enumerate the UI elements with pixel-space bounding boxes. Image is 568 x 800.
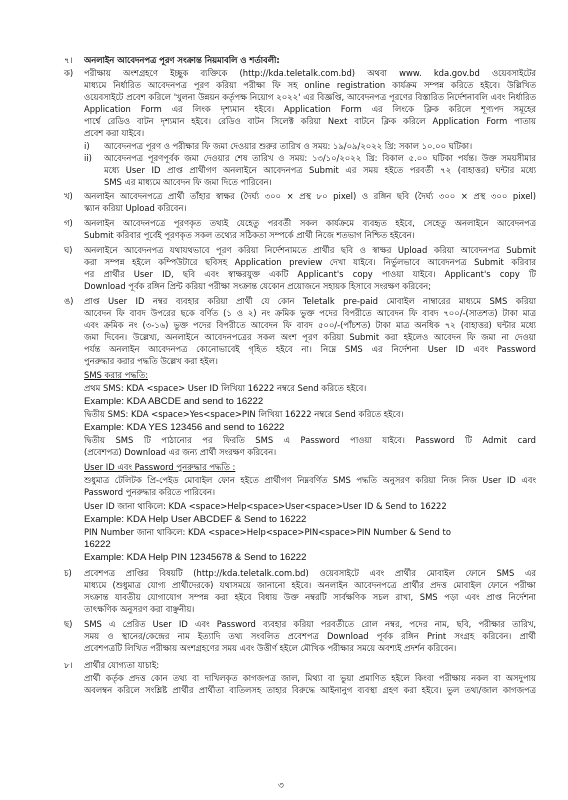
item-label-gha: ঘ): [64, 245, 73, 255]
sms-first-example: Example: KDA ABCDE and send to 16222: [84, 396, 264, 407]
item-gha-line: করা সম্পন্ন হইলে কম্পিউটারে ছবিসহ Application preview দেখা যাইবে। নির্ভুলভাবে আবেদনপত্র Submit করিবার: [84, 257, 536, 267]
recovery-userid-instruction: User ID জানা থাকিলে: KDA <space>Help<space>User<space>User ID & Send to 16222: [84, 501, 447, 511]
sms-first-instruction: প্রথম SMS: KDA <space> User ID লিখিয়া 16222 নম্বরে Send করিতে হইবে।: [84, 383, 367, 393]
item-uma-line: এবং ক্রমিক নং (৩-১৬) ভুক্ত পদের বিপরীতে আবেদন ফি বাবদ ৫০০/-(পাঁচশত) টাকা মাত্র অনধিক ৭২ (বাহাত্তর) ঘন্টার মধ্যে: [84, 320, 536, 330]
item-ga-line: অনলাইন আবেদনপত্রে পূরণকৃত তথ্যই যেহেতু পরবর্তী সকল কার্যক্রমে ব্যবহৃত হইবে, সেহেতু অনলাইনে আবেদনপত্র: [84, 218, 536, 228]
item-label-ga: গ): [64, 218, 73, 228]
item-ca-line: তাৎক্ষণিক অনুসরণ করা বাঞ্ছনীয়।: [84, 604, 195, 614]
item-ga-line: Submit করিবার পূর্বেই পূরণকৃত সকল তথ্যের সঠিকতা সম্পর্কে প্রার্থী নিজে শতভাগ নিশ্চিত হইবেন।: [84, 230, 415, 240]
subitem-label-ii: ii): [84, 153, 92, 163]
sms-password-note: (প্রবেশপত্র) Download এর জন্য প্রার্থী সংরক্ষণ করিবেন।: [84, 447, 277, 457]
item-label-uma: ঙ): [64, 296, 74, 306]
subitem-i-text: আবেদনপত্র পূরণ ও পরীক্ষার ফি জমা দেওয়ার শুরুর তারিখ ও সময়: ১৯/০৯/২০২২ খ্রি: সকাল ১০.০০ ঘটিকা।: [104, 141, 473, 151]
section-heading-rules: অনলাইন আবেদনপত্র পূরণ সংক্রান্ত নিয়মাবলি ও শর্তাবলী:: [84, 55, 280, 65]
item-ca-line: সংক্রান্ত যাবতীয় যোগাযোগ সম্পন্ন করা হইবে বিধায় উক্ত নম্বরটি সার্বক্ষণিক সচল রাখা, SMS পড়া এবং প্রাপ্ত নির্দেশনা: [84, 592, 536, 602]
subitem-ii-line: SMS এর মাধ্যমে আবেদন ফি জমা দিতে পারিবেন।: [104, 177, 272, 187]
item-ka-line: পরীক্ষায় অংশগ্রহণে ইচ্ছুক ব্যক্তিকে (http://kda.teletalk.com.bd) অথবা www. kda.gov.bd ওয়েবসাইটের: [84, 68, 536, 78]
item-uma-line: প্রাপ্ত User ID নম্বর ব্যবহার করিয়া প্রার্থী যে কোন Teletalk pre-paid মোবাইল নাম্বারের মাধ্যমে SMS করিয়া: [84, 296, 536, 306]
item-kha-line: স্ক্যান করিয়া Upload করিবেন।: [84, 203, 187, 213]
item-label-ka: ক): [64, 68, 74, 78]
item-label-kha: খ): [64, 191, 73, 201]
item-label-ca: চ): [64, 568, 72, 578]
item-cha-line: সময় ও স্থানের/কেন্দ্রের নাম ইত্যাদি তথ্য সংবলিত প্রবেশপত্র Download পূর্বক রঙ্গিন Print সংগ্রহ করিবেন। প্রার্থী: [84, 631, 536, 641]
item-ka-line: Application Form এর লিংক দৃশ্যমান হইবে। Application Form এর লিংকে ক্লিক করিলে শূণ্যপদ সমূহের: [84, 104, 536, 114]
recovery-intro: শুধুমাত্র টেলিটক প্রি-পেইড মোবাইল ফোন হইতে প্রার্থীগণ নিম্নবর্ণিত SMS পদ্ধতি অনুসরণ করিয়া নিজ নিজ User ID এবং: [84, 475, 536, 485]
sms-second-example: Example: KDA YES 123456 and send to 16222: [84, 422, 285, 433]
item-uma-line: পুনরুদ্ধার করার পদ্ধতি উল্লেখ করা হইল।: [84, 356, 218, 366]
eligibility-line: প্রার্থী কর্তৃক প্রদত্ত কোন তথ্য বা দাখিলকৃত কাগজপত্র জাল, মিথ্যা বা ভুয়া প্রমাণিত হইলে কিংবা পরীক্ষায় নকল বা অসদুপায়: [84, 673, 536, 683]
item-ca-line: মাধ্যমে (শুধুমাত্র যোগ্য প্রার্থীদেরকে) যথাসময়ে জানানো হইবে। অনলাইন আবেদনপত্রে প্রার্থীর প্রদত্ত মোবাইল ফোনে পরীক্ষা: [84, 580, 536, 590]
item-kha-line: অনলাইন আবেদনপত্রে প্রার্থী তাঁহার স্বাক্ষর (দৈর্ঘ্য ৩০০ × প্রস্থ ৮০ pixel) ও রঙ্গিন ছবি (দৈর্ঘ্য ৩০০ × প্রস্থ ৩০০ pixel): [84, 191, 536, 201]
item-gha-line: Download পূর্বক রঙ্গিন প্রিন্ট করিয়া পরীক্ষা সংক্রান্ত যেকোন প্রয়োজনে সহায়ক হিসাবে সংরক্ষণ করিবেন;: [84, 281, 431, 291]
recovery-pin-instruction: PIN Number জানা থাকিলে: KDA <space>Help<space>PIN<space>PIN Number & Send to: [84, 527, 451, 537]
recovery-intro: Password পুনরুদ্ধার করিতে পারিবেন।: [84, 487, 216, 497]
subitem-ii-line: আবেদনপত্র পূরণপূর্বক জমা দেওয়ার শেষ তারিখ ও সময়: ১৩/১০/২০২২ খ্রি: বিকাল ৫.০০ ঘটিকা পর্যন্ত। উক্ত সময়সীমার: [104, 153, 536, 163]
sms-password-note: দ্বিতীয় SMS টি পাঠানোর পর ফিরতি SMS এ Password পাওয়া যাইবে। Password টি Admit card: [84, 435, 536, 445]
item-ka-line: প্রবেশ করা যাইবে।: [84, 128, 145, 138]
page-number: ৩: [278, 781, 284, 791]
item-gha-line: অনলাইনে আবেদনপত্র যথাযথভাবে পূরণ করিয়া নির্দেশনামতে প্রার্থীর ছবি ও স্বাক্ষর Upload করিয়া আবেদনপত্র Submit: [84, 245, 536, 255]
item-ka-line: মাধ্যমে নির্ধারিত আবেদনপত্র পূরণ করিয়া পরীক্ষা ফি সহ online registration কার্যক্রম সম্পন্ন করিতে হইবে। উল্লিখিত: [84, 80, 536, 90]
item-ka-line: পার্শ্বে রেডিও বাটন দৃশ্যমান হইবে। রেডিও বাটন সিলেক্ট করিয়া Next বাটনে ক্লিক করিলে Application Form পাতায়: [84, 116, 536, 126]
item-ca-line: প্রবেশপত্র প্রাপ্তির বিষয়টি (http://kda.teletalk.com.bd) ওয়েবসাইটে এবং প্রার্থীর মোবাইল ফোনে SMS এর: [84, 568, 536, 578]
recovery-heading: User ID এবং Password পুনরুদ্ধার পদ্ধতি :: [84, 462, 236, 472]
sms-second-instruction: দ্বিতীয় SMS: KDA <space>Yes<space>PIN লিখিয়া 16222 নম্বরে Send করিতে হইবে।: [84, 409, 404, 419]
recovery-pin-instruction: 16222: [84, 539, 111, 550]
item-ka-line: ওয়েবসাইটে প্রবেশ করিলে 'খুলনা উন্নয়ন কর্তৃপক্ষ নিয়োগ ২০২২' এর বিজ্ঞপ্তি, আবেদনপত্র পূরণের বিস্তারিত নির্দেশনাবলি এবং নির্ধারিত: [84, 92, 536, 102]
eligibility-line: অবলম্বন করিলে সংশ্লিষ্ট প্রার্থীর প্রার্থীতা বাতিলসহ তাহার বিরুদ্ধে আইনানুগ ব্যবস্থা গ্রহণ করা হইবে। ভুল তথ্য/জাল কাগজপত্র: [84, 685, 536, 695]
recovery-pin-example: Example: KDA Help PIN 12345678 & Send to 16222: [84, 552, 307, 563]
item-gha-line: পর প্রার্থীর User ID, ছবি এবং স্বাক্ষরযুক্ত একটি Applicant's copy পাওয়া যাইবে। Applicant's copy টি: [84, 269, 536, 279]
section-number-8: ৮।: [64, 660, 73, 670]
sms-procedure-heading: SMS করার পদ্ধতি:: [84, 370, 149, 380]
recovery-userid-example: Example: KDA Help User ABCDEF & Send to 16222: [84, 514, 307, 525]
subitem-ii-line: মধ্যে User ID প্রাপ্ত প্রার্থীগণ অনলাইনে আবেদনপত্র Submit এর সময় হইতে পরবর্তী ৭২ (বাহাত্তর) ঘন্টার মধ্যে: [104, 165, 536, 175]
section-number-7: ৭।: [64, 55, 73, 65]
item-uma-line: জমা দিবেন। উল্লেখ্য, অনলাইনে আবেদনপত্রের সকল অংশ পূরণ করিয়া Submit করা হইলেও আবেদন ফি জমা না দেওয়া: [84, 332, 536, 342]
item-cha-line: প্রবেশপত্রটি লিখিত পরীক্ষায় অংশগ্রহণের সময় এবং উত্তীর্ণ হইলে মৌখিক পরীক্ষার সময়ে অবশ্যই প্রদর্শন করিবেন।: [84, 643, 457, 653]
item-uma-line: আবেদন ফি বাবদ উপরের ছকে বর্ণিত (১ ও ২) নং ক্রমিক ভুক্ত পদের বিপরীতে আবেদন ফি বাবদ ৭০০/-(সাতশত) টাকা মাত্র: [84, 308, 536, 318]
item-cha-line: SMS এ প্রেরিত User ID এবং Password ব্যবহার করিয়া পরবর্তীতে রোল নম্বর, পদের নাম, ছবি, পরীক্ষার তারিখ,: [84, 619, 536, 629]
subitem-label-i: i): [84, 141, 90, 151]
item-uma-line: পর্যন্ত অনলাইন আবেদনপত্র কোনোভাবেই গৃহিত হইবে না। নিম্নে SMS এর নির্দেশনা User ID এবং Password: [84, 344, 536, 354]
item-label-cha: ছ): [64, 619, 73, 629]
section-heading-eligibility: প্রার্থীর যোগ্যতা যাচাই:: [84, 660, 160, 670]
